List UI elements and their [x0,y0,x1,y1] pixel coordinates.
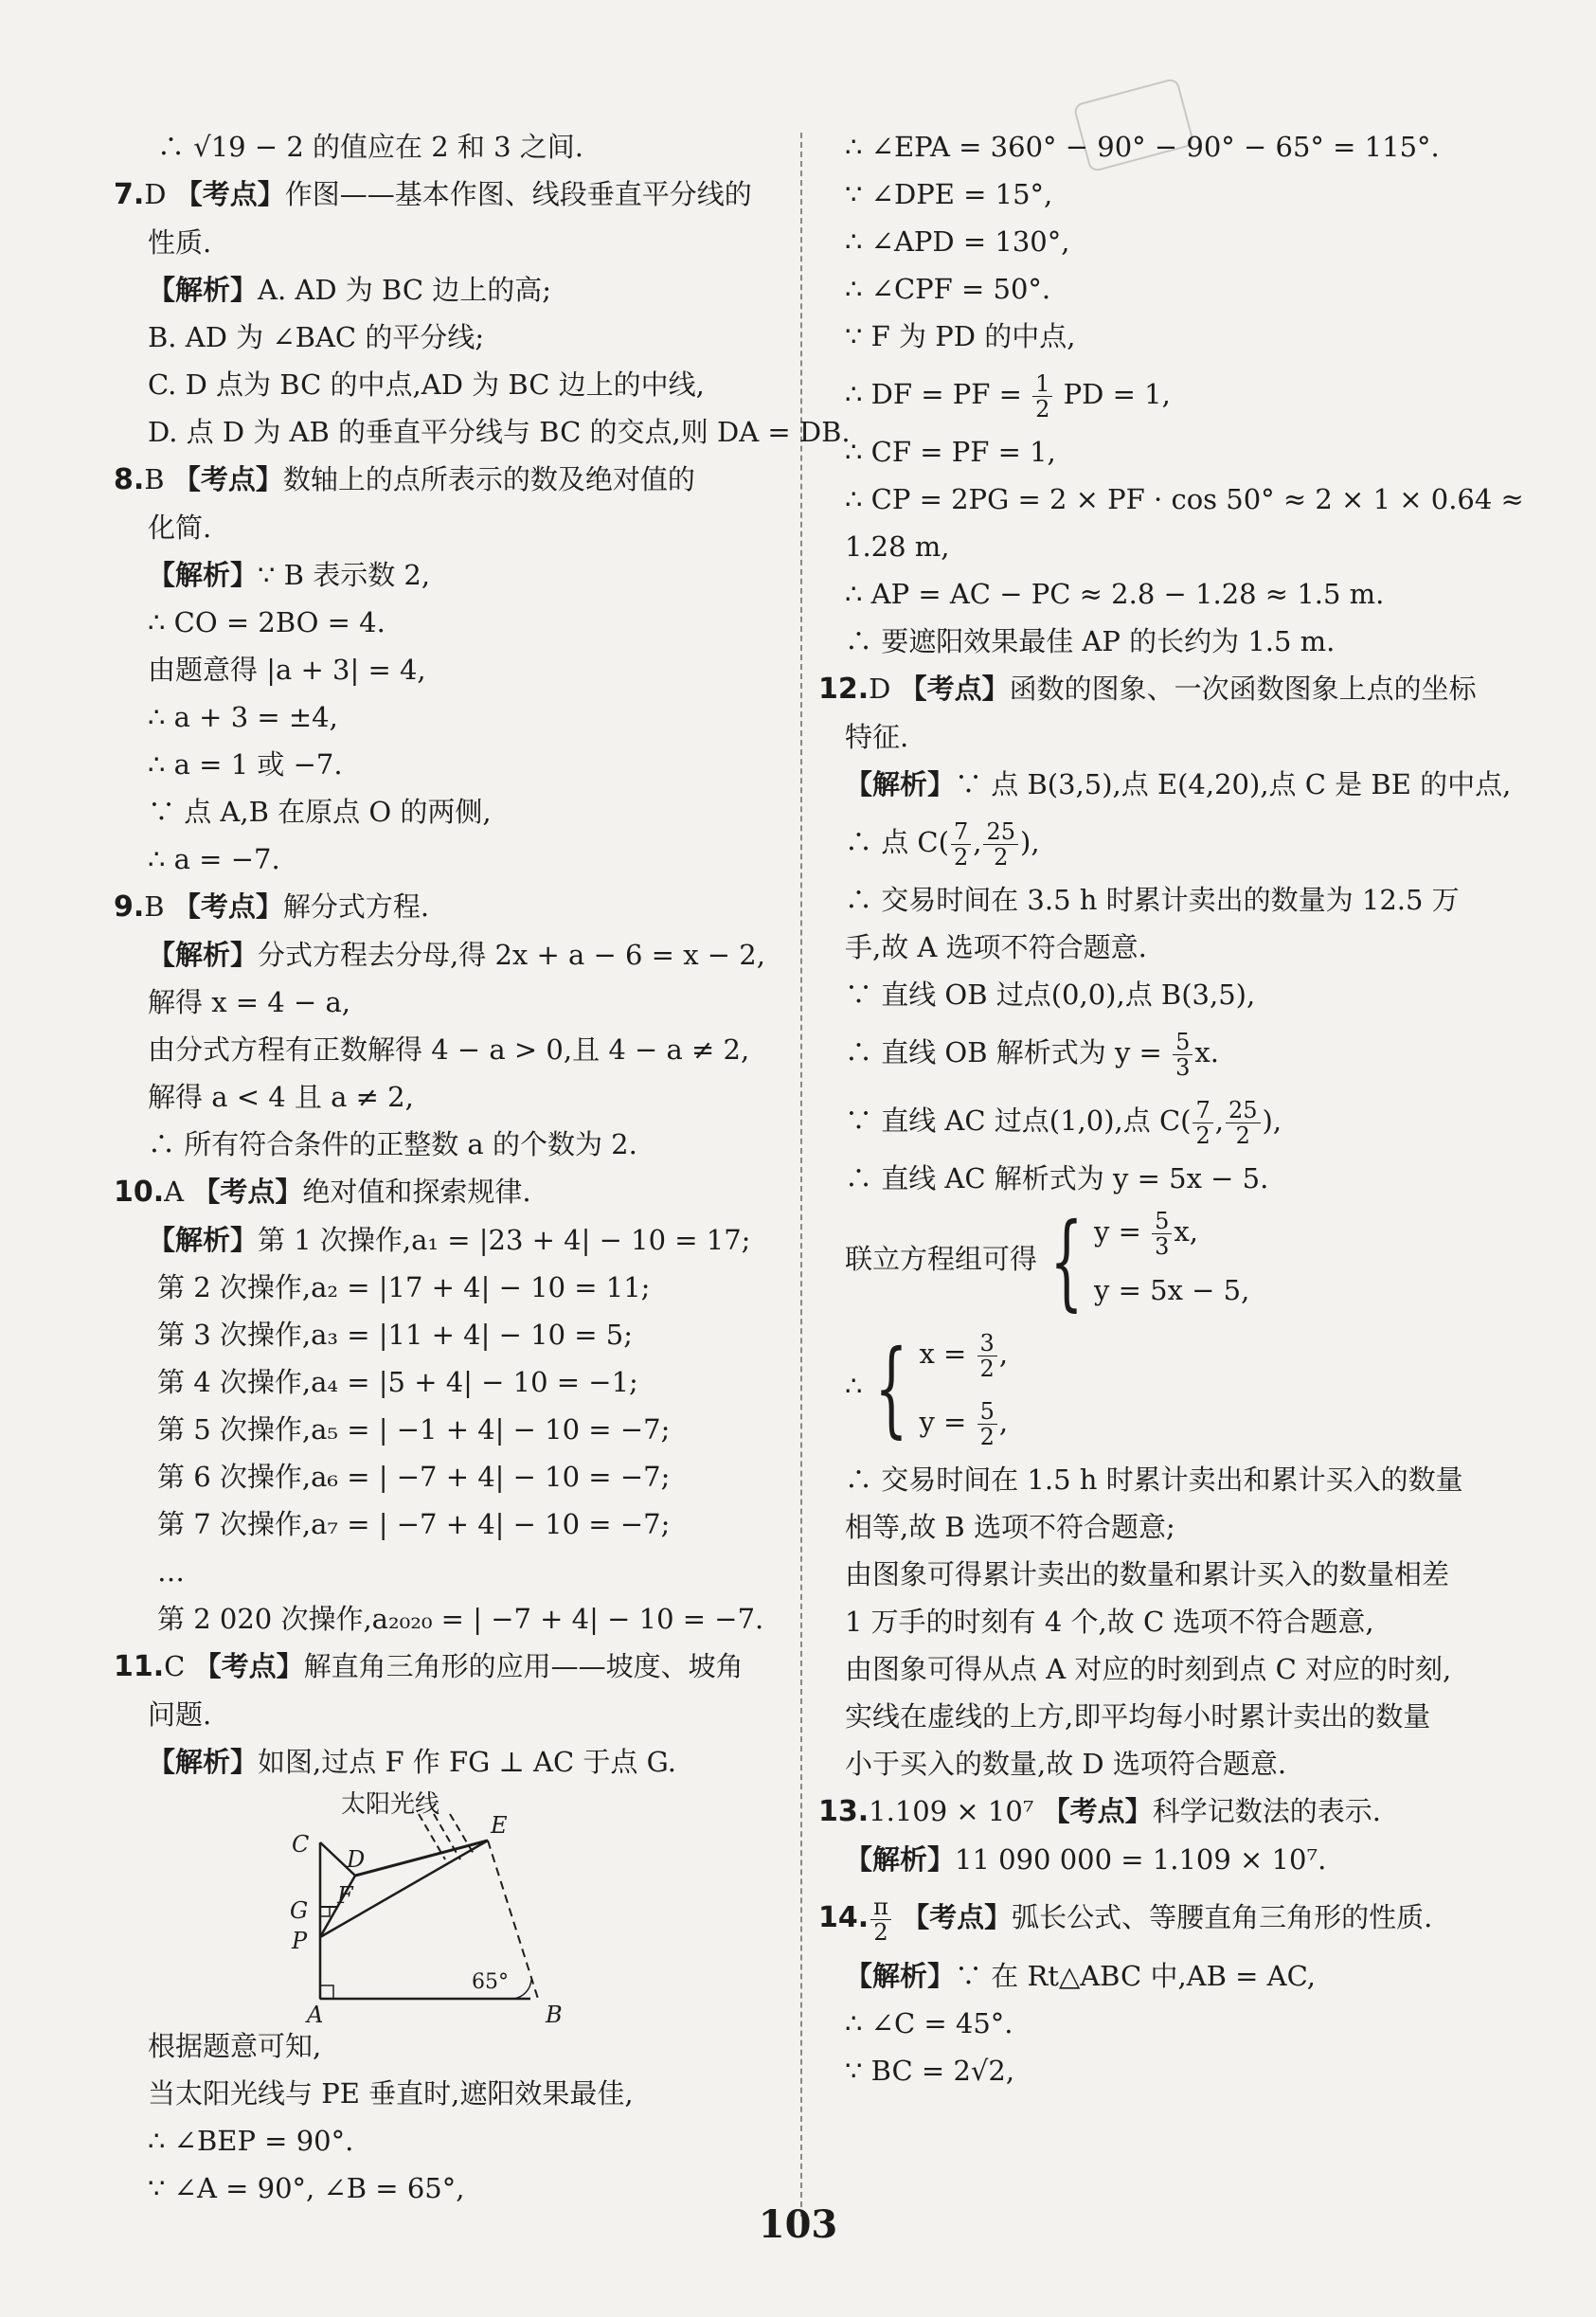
numerator: 1 [1032,371,1052,397]
expr: y = [919,1406,967,1438]
line-de [355,1841,488,1876]
solution-line: ∴ CO = 2BO = 4. [148,606,386,638]
fraction [1173,1030,1193,1080]
solution-line: 当太阳光线与 PE 垂直时,遮阳效果最佳, [148,2077,634,2110]
solution-line: 1.28 m, [845,530,950,563]
expr: ∴ 点 C( [845,826,949,858]
label-g: G [290,1897,309,1924]
solution-line: 由图象可得从点 A 对应的时刻到点 C 对应的时刻, [845,1653,1452,1685]
solution-line: 小于买入的数量,故 D 选项符合题意. [845,1748,1287,1780]
label-a: A [307,2002,324,2022]
denominator: 2 [953,843,969,871]
solution-line: ∵ ∠A = 90°, ∠B = 65°, [148,2172,465,2204]
answer: D [869,673,891,705]
numerator: 5 [977,1399,997,1425]
solution-tag: 【解析】 [845,1960,956,1992]
solution-line: 1 万手的时刻有 4 个,故 C 选项不符合题意, [845,1606,1374,1638]
fraction [1193,1098,1212,1148]
question-number: 13. [818,1795,870,1828]
fraction [977,1399,997,1449]
solution-line: ∴ CP = 2PG = 2 × PF · cos 50° ≈ 2 × 1 × 0.64 ≈ [845,483,1524,515]
label-e: E [491,1812,508,1839]
solution-line: ∴ ∠EPA = 360° − 90° − 90° − 65° = 115°. [845,131,1440,163]
question-10 [114,1168,781,1643]
solution-line: B. AD 为 ∠BAC 的平分线; [148,321,485,353]
question-12 [818,665,1512,1787]
label-d: D [347,1846,366,1873]
question-number: 9. [114,890,145,924]
expr: x, [1174,1215,1198,1248]
answer-fraction [870,1895,891,1945]
angle-label: 65° [472,1970,509,1994]
question-14 [818,1883,1498,2094]
page-number: 103 [758,2202,838,2247]
answer: A [164,1176,185,1208]
topic: 函数的图象、一次函数图象上点的坐标 [1009,673,1477,705]
system-rows: x = $\frac{3}{2}$ , y = $\frac{5}{2}$ , [919,1329,1009,1450]
solution-line: 第 7 次操作,a₇ = | −7 + 4| − 10 = −7; [157,1508,671,1540]
solution-line: ∴ AP = AC − PC ≈ 2.8 − 1.28 ≈ 1.5 m. [845,578,1385,610]
question-7 [114,171,851,456]
question-13 [818,1787,1498,1883]
topic: 数轴上的点所表示的数及绝对值的 [282,463,695,495]
solution-line: A. AD 为 BC 边上的高; [258,274,552,306]
solution-line: ∵ BC = 2√2, [845,2055,1015,2087]
expr: PD = 1, [1063,378,1171,410]
topic-cont: 特征. [845,721,909,753]
question-number: 14. [818,1901,870,1934]
answer: C [164,1650,186,1682]
solution-line: 第 2 020 次操作,a₂₀₂₀ = | −7 + 4| − 10 = −7. [157,1603,764,1635]
fraction [951,819,971,870]
fraction [977,1331,997,1381]
solution-line: 由图象可得累计卖出的数量和累计买入的数量相差 [845,1558,1450,1590]
question-number: 10. [114,1176,165,1209]
answer: 1.109 × 10⁷ [869,1795,1034,1827]
topic: 解分式方程. [282,890,430,923]
solution-line: 第 2 次操作,a₂ = |17 + 4| − 10 = 11; [157,1271,651,1303]
solution-line: ∴ CF = PF = 1, [845,436,1056,468]
numerator: 25 [1226,1098,1261,1123]
numerator: 25 [983,819,1018,845]
fraction [1152,1209,1172,1259]
solution-line: ∵ 直线 AC 过点(1,0),点 C( $\frac{7}{2}$ , $\frac{25}{2}$ ), [845,1096,1282,1149]
solution-system [845,1320,1498,1456]
solution-line: ∴ 要遮阳效果最佳 AP 的长约为 1.5 m. [845,625,1336,657]
solution-line: C. D 点为 BC 的中点,AD 为 BC 边上的中线, [148,368,705,401]
system [862,1320,1008,1456]
solution-line: 实线在虚线的上方,即平均每小时累计卖出的数量 [845,1700,1431,1733]
denominator: 3 [1155,1232,1170,1260]
solution-line: … [157,1555,185,1588]
geometry-figure [265,1786,606,2022]
topic: 解直角三角形的应用——坡度、坡角 [303,1650,744,1682]
fraction [1032,371,1052,422]
fraction [983,819,1018,870]
solution-line: 解得 x = 4 − a, [148,986,351,1018]
numerator: 7 [1193,1098,1212,1123]
expr: 联立方程组可得 [845,1243,1038,1275]
solution-line: 第 3 次操作,a₃ = |11 + 4| − 10 = 5; [157,1319,633,1351]
topic: 作图——基本作图、线段垂直平分线的 [284,178,752,210]
angle-arc [513,1980,531,1999]
numerator: 3 [977,1331,997,1356]
solution-line: ∵ B 表示数 2, [258,559,431,591]
solution-line: ∴ 交易时间在 3.5 h 时累计卖出的数量为 12.5 万 [845,884,1460,916]
solution-line: 第 6 次操作,a₆ = | −7 + 4| − 10 = −7; [157,1461,671,1493]
solution-line: 根据题意可知, [148,2030,322,2062]
expr: y = [1094,1215,1141,1248]
question-number: 11. [114,1650,165,1683]
question-number: 7. [114,178,145,211]
topic-tag: 【考点】 [193,1650,304,1682]
system-rows [1094,1202,1249,1320]
right-angle-a [320,1985,333,1999]
label-c: C [292,1831,310,1858]
solution-tag: 【解析】 [148,939,259,971]
topic-tag: 【考点】 [174,178,285,210]
solution-line: ∴ a = −7. [148,843,280,875]
denominator: 3 [1175,1053,1191,1081]
solution-line: ∴ ∠BEP = 90°. [148,2125,354,2157]
expr: ∴ 直线 OB 解析式为 y = [845,1036,1162,1069]
numerator: π [870,1895,891,1920]
topic-tag: 【考点】 [899,673,1010,705]
figure-title: 太阳光线 [341,1790,440,1819]
solution-line: ∴ 直线 AC 解析式为 y = 5x − 5. [845,1162,1269,1194]
right-angle-g [320,1907,330,1916]
solution-tag: 【解析】 [148,274,259,306]
numerator: 7 [951,819,971,845]
solution-line: 分式方程去分母,得 2x + a − 6 = x − 2, [258,939,765,971]
figure-svg [265,1786,606,2022]
solution-line: ∵ 在 Rt△ABC 中,AB = AC, [955,1960,1316,1992]
solution-tag: 【解析】 [148,559,259,591]
question-11 [114,1643,781,2212]
solution-line: 手,故 A 选项不符合题意. [845,931,1147,963]
topic: 弧长公式、等腰直角三角形的性质. [1012,1901,1433,1933]
solution-line: 11 090 000 = 1.109 × 10⁷. [955,1843,1327,1876]
solution-line: ∴ ∠C = 45°. [845,2007,1013,2039]
solution-line: ∴ a = 1 或 −7. [148,748,343,781]
expr: x = [919,1338,967,1370]
solution-line: ∴ a + 3 = ±4, [148,701,338,733]
fraction [1226,1098,1261,1148]
right-column [818,123,1524,2094]
brace: { [874,1327,908,1448]
topic-cont: 性质. [148,226,212,259]
topic-tag: 【考点】 [172,890,283,923]
solution-tag: 【解析】 [148,1746,259,1778]
topic-cont: 化简. [148,512,212,544]
question-number: 8. [114,463,145,496]
label-p: P [292,1928,308,1954]
solution-line: ∴ ∠APD = 130°, [845,225,1070,258]
denominator: 2 [1035,395,1050,422]
topic-cont: 问题. [148,1698,212,1731]
solution-line: ∵ 点 B(3,5),点 E(4,20),点 C 是 BE 的中点, [955,768,1512,800]
solution-line: D. 点 D 为 AB 的垂直平分线与 BC 的交点,则 DA = DB. [148,416,851,448]
solution-line: ∴ ∠CPF = 50°. [845,273,1051,305]
solution-line: 相等,故 B 选项不符合题意; [845,1511,1175,1543]
topic: 绝对值和探索规律. [302,1176,531,1208]
solution-line: 第 1 次操作,a₁ = |23 + 4| − 10 = 17; [258,1224,751,1256]
numerator: 5 [1152,1209,1172,1234]
solution-line [845,360,1498,428]
solution-line: ∴ 点 C( $\frac{7}{2}$ , $\frac{25}{2}$ ), [845,817,1040,871]
label-b: B [546,2002,563,2022]
answer: D [144,178,167,210]
solution-line: 由题意得 |a + 3| = 4, [148,654,426,686]
denominator: 2 [979,1355,995,1382]
text-line: ∴ √19 − 2 的值应在 2 和 3 之间. [157,131,583,163]
expr: ∵ 直线 AC 过点(1,0),点 C( [845,1105,1192,1137]
solution-tag: 【解析】 [845,1843,956,1876]
denominator: 2 [979,1423,995,1450]
question-9 [114,883,781,1168]
expr: ), [1262,1105,1282,1137]
topic-tag: 【考点】 [902,1901,1013,1933]
brace: { [1049,1200,1084,1321]
topic-tag: 【考点】 [1042,1795,1153,1827]
solution-line [845,1018,1498,1087]
label-f: F [337,1882,353,1909]
answer: B [144,890,165,923]
solution-line: 由分式方程有正数解得 4 − a > 0,且 4 − a ≠ 2, [148,1033,750,1066]
expr: ∴ [845,1370,863,1402]
solution-line: ∴ 所有符合条件的正整数 a 的个数为 2. [148,1128,637,1160]
expr: ∴ DF = PF = [845,378,1022,410]
solution-line: 第 4 次操作,a₄ = |5 + 4| − 10 = −1; [157,1366,638,1398]
system [1037,1202,1249,1320]
denominator: 2 [994,843,1009,871]
topic-tag: 【考点】 [192,1176,303,1208]
topic-tag: 【考点】 [172,463,283,495]
solution-line: 解得 a < 4 且 a ≠ 2, [148,1081,414,1113]
question-8 [114,456,781,883]
solution-line: ∵ 直线 OB 过点(0,0),点 B(3,5), [845,979,1256,1011]
expr: y = 5x − 5, [1094,1274,1250,1306]
solution-tag: 【解析】 [148,1224,259,1256]
solution-line: ∵ ∠DPE = 15°, [845,178,1053,210]
solution-line: ∴ 交易时间在 1.5 h 时累计卖出和累计买入的数量 [845,1464,1463,1496]
equation-system [845,1202,1498,1320]
solution-line: 如图,过点 F 作 FG ⊥ AC 于点 G. [258,1746,676,1778]
expr: ), [1020,826,1040,858]
denominator: 2 [1235,1122,1250,1149]
denominator: 2 [873,1918,888,1946]
expr: x. [1194,1036,1219,1069]
numerator: 5 [1173,1030,1193,1055]
denominator: 2 [1195,1122,1210,1149]
solution-tag: 【解析】 [845,768,956,800]
solution-line: ∵ 点 A,B 在原点 O 的两侧, [148,796,492,828]
topic: 科学记数法的表示. [1152,1795,1381,1827]
solution-line: 第 5 次操作,a₅ = | −1 + 4| − 10 = −7; [157,1413,671,1446]
answer: B [144,463,165,495]
solution-line: ∵ F 为 PD 的中点, [845,320,1076,352]
question-number: 12. [818,673,870,706]
